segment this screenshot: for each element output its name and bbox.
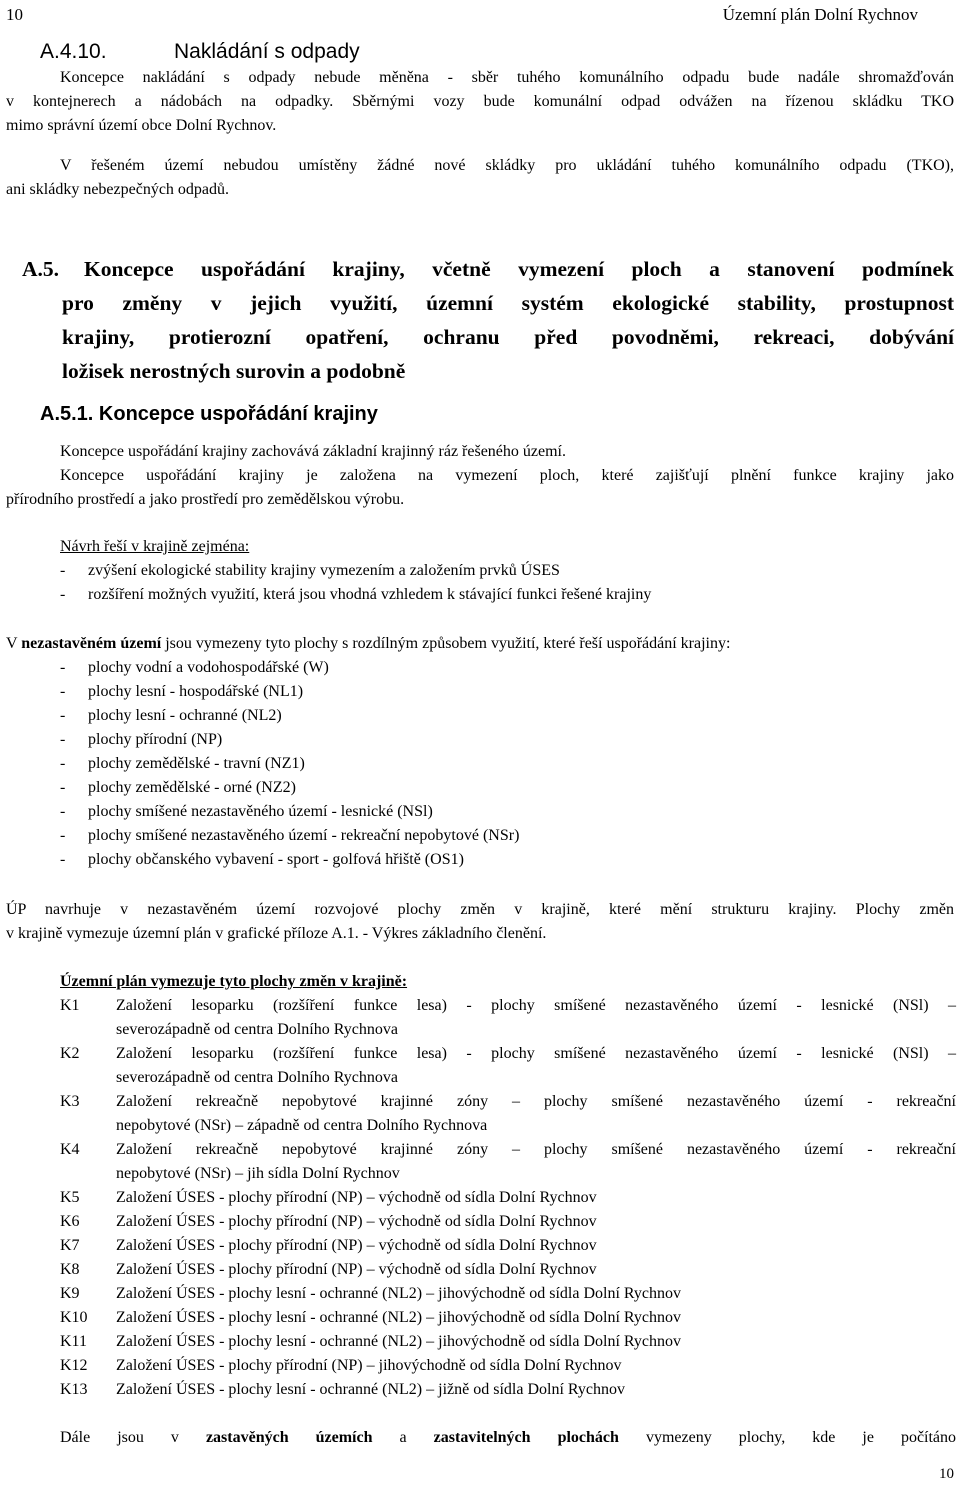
table-row: K6 Založení ÚSES - plochy přírodní (NP) – východně od sídla Dolní Rychnov — [60, 1210, 956, 1234]
heading-line: A.5. Koncepce uspořádání krajiny, včetně vymezení ploch a stanovení podmínek — [22, 252, 954, 286]
landscape-paragraph-2 — [6, 464, 954, 512]
row-code: K10 — [60, 1309, 88, 1326]
row-code: K12 — [60, 1357, 88, 1374]
list-item: - plochy smíšené nezastavěného území - lesnické (NSl) — [60, 803, 433, 820]
waste-paragraph-2 — [6, 154, 954, 202]
list-item: - plochy lesní - hospodářské (NL1) — [60, 683, 304, 700]
row-code: K3 — [60, 1093, 80, 1110]
section-number: A.4.10. — [40, 40, 107, 63]
row-code: K6 — [60, 1213, 80, 1230]
proposal-heading: Návrh řeší v krajině zejména: — [60, 538, 250, 555]
table-row: K13 Založení ÚSES - plochy lesní - ochranné (NL2) – jižně od sídla Dolní Rychnov — [60, 1378, 956, 1402]
further-paragraph: Dále jsou v zastavěných územích a zastavitelných plochách vymezeny plochy, kde je počítáno — [60, 1429, 957, 1446]
row-code: K9 — [60, 1285, 80, 1302]
section-title: Nakládání s odpady — [174, 40, 360, 63]
list-item: - plochy smíšené nezastavěného území - rekreační nepobytové (NSr) — [60, 827, 520, 844]
bold-term: nezastavěném území — [21, 635, 162, 652]
unbuilt-area-intro: V nezastavěném území jsou vymezeny tyto plochy s rozdílným způsobem využití, které řeší uspořádání krajiny: — [6, 635, 731, 652]
list-item: - plochy občanského vybavení - sport - golfová hřiště (OS1) — [60, 851, 464, 868]
section-heading-a51 — [40, 402, 378, 426]
landscape-paragraph-1 — [6, 440, 954, 464]
text-line: Koncepce uspořádání krajiny zachovává základní krajinný ráz řešeného území. — [60, 443, 566, 460]
table-row: K12 Založení ÚSES - plochy přírodní (NP) – jihovýchodně od sídla Dolní Rychnov — [60, 1354, 956, 1378]
document-title: Územní plán Dolní Rychnov — [722, 5, 918, 24]
table-row: K4 Založení rekreačně nepobytové krajinné zóny – plochy smíšené nezastavěného území - rekreační nepobytové (NSr) – jih sídla Dolní Rychnov — [60, 1138, 956, 1186]
row-code: K1 — [60, 997, 80, 1014]
page-number-bottom: 10 — [939, 1466, 954, 1482]
heading-line: ložisek nerostných surovin a podobně — [62, 359, 406, 383]
section-title: Koncepce uspořádání krajiny — [98, 403, 378, 425]
table-row: K11 Založení ÚSES - plochy lesní - ochranné (NL2) – jihovýchodně od sídla Dolní Rychnov — [60, 1330, 956, 1354]
table-row: K7 Založení ÚSES - plochy přírodní (NP) – východně od sídla Dolní Rychnov — [60, 1234, 956, 1258]
list-item: - plochy lesní - ochranné (NL2) — [60, 707, 282, 724]
changes-table — [60, 994, 956, 1402]
text-line: v kontejnerech a nádobách na odpadky. Sběrnými vozy bude komunální odpad odvážen na řízenou skládku TKO — [6, 93, 954, 110]
proposal-list — [60, 559, 651, 607]
page-number-top: 10 — [6, 5, 23, 24]
row-code: K4 — [60, 1141, 80, 1158]
list-item: - plochy vodní a vodohospodářské (W) — [60, 659, 329, 676]
waste-paragraph-1 — [6, 66, 954, 138]
list-item: - plochy přírodní (NP) — [60, 731, 223, 748]
row-code: K2 — [60, 1045, 80, 1062]
list-item: - plochy zemědělské - travní (NZ1) — [60, 755, 305, 772]
text-line: Koncepce uspořádání krajiny je založena na vymezení ploch, které zajišťují plnění funkce krajiny jako — [60, 467, 954, 484]
section-heading-a5 — [22, 252, 954, 388]
list-item: - rozšíření možných využití, která jsou vhodná vzhledem k stávající funkci řešené krajiny — [60, 586, 652, 603]
table-row: K9 Založení ÚSES - plochy lesní - ochranné (NL2) – jihovýchodně od sídla Dolní Rychnov — [60, 1282, 956, 1306]
bold-term: zastavěných územích — [205, 1429, 373, 1446]
text-line: v krajině vymezuje územní plán v grafické příloze A.1. - Výkres základního členění. — [6, 925, 547, 942]
text-line: ani skládky nebezpečných odpadů. — [6, 181, 230, 198]
text-line: mimo správní území obce Dolní Rychnov. — [6, 117, 277, 134]
row-code: K8 — [60, 1261, 80, 1278]
section-heading-a410 — [40, 40, 360, 64]
plan-paragraph — [6, 898, 954, 946]
heading-line: krajiny, protierozní opatření, ochranu před povodněmi, rekreaci, dobývání — [62, 325, 954, 349]
text-line: ÚP navrhuje v nezastavěném území rozvojové plochy změn v krajině, které mění strukturu krajiny. Plochy změn — [6, 901, 954, 918]
heading-line: pro změny v jejich využití, územní systém ekologické stability, prostupnost — [62, 291, 954, 315]
list-item: - zvýšení ekologické stability krajiny vymezením a založením prvků ÚSES — [60, 562, 560, 579]
text-line: přírodního prostředí a jako prostředí pro zemědělskou výrobu. — [6, 491, 405, 508]
changes-heading: Územní plán vymezuje tyto plochy změn v krajině: — [60, 973, 408, 990]
table-row: K1 Založení lesoparku (rozšíření funkce lesa) - plochy smíšené nezastavěného území - lesnické (NSl) – severozápadně od centra Dolního Rychnova — [60, 994, 956, 1042]
section-number: A.5.1. — [40, 403, 94, 425]
table-row: K10 Založení ÚSES - plochy lesní - ochranné (NL2) – jihovýchodně od sídla Dolní Rychnov — [60, 1306, 956, 1330]
text-line: V řešeném území nebudou umístěny žádné nové skládky pro ukládání tuhého komunálního odpadu (TKO), — [60, 157, 954, 174]
list-item: - plochy zemědělské - orné (NZ2) — [60, 779, 296, 796]
row-code: K13 — [60, 1381, 88, 1398]
row-code: K7 — [60, 1237, 80, 1254]
bold-term: zastavitelných plochách — [433, 1429, 619, 1446]
table-row: K3 Založení rekreačně nepobytové krajinné zóny – plochy smíšené nezastavěného území - rekreační nepobytové (NSr) – západně od centra Dolního Rychnova — [60, 1090, 956, 1138]
area-types-list — [60, 656, 519, 872]
table-row: K2 Založení lesoparku (rozšíření funkce lesa) - plochy smíšené nezastavěného území - lesnické (NSl) – severozápadně od centra Dolního Rychnova — [60, 1042, 956, 1090]
table-row: K8 Založení ÚSES - plochy přírodní (NP) – východně od sídla Dolní Rychnov — [60, 1258, 956, 1282]
section-number: A.5. — [22, 257, 60, 281]
text-line: Koncepce nakládání s odpady nebude měněna - sběr tuhého komunálního odpadu bude nadále shromažďován — [60, 69, 954, 86]
row-code: K5 — [60, 1189, 80, 1206]
row-code: K11 — [60, 1333, 87, 1350]
table-row: K5 Založení ÚSES - plochy přírodní (NP) – východně od sídla Dolní Rychnov — [60, 1186, 956, 1210]
